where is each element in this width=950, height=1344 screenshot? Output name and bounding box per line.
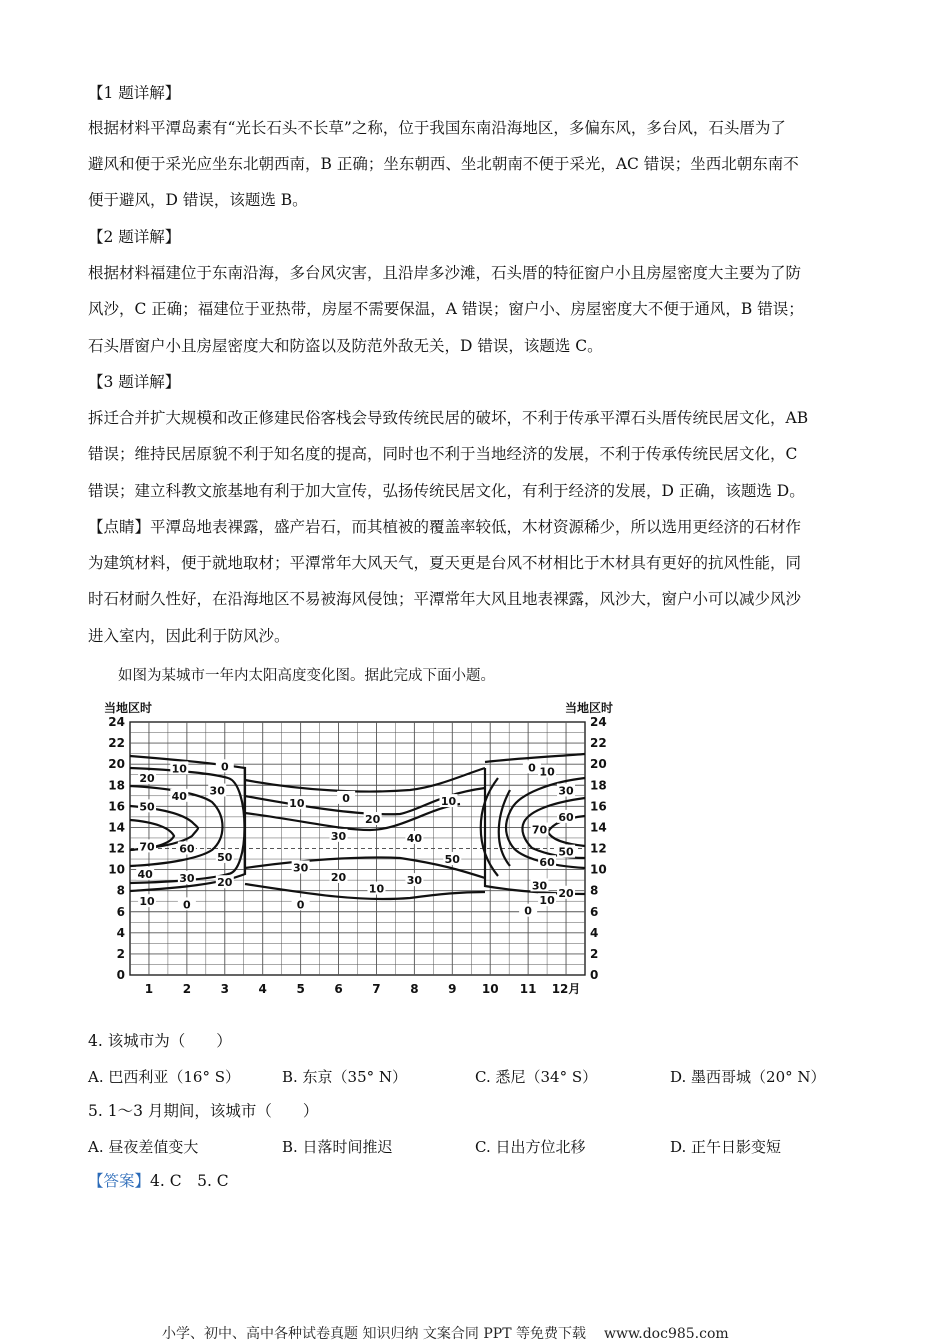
contour-label: 10 (171, 762, 187, 776)
contour-label: 70 (531, 823, 548, 837)
q4-option-b: B. 东京（35° N） (282, 1068, 408, 1086)
contour-label: 0 (524, 904, 532, 918)
x-tick-label: 11 (519, 982, 537, 996)
contour-label: 30 (531, 879, 548, 893)
contour-label: 10 (440, 795, 457, 809)
contour-label: 50 (444, 853, 460, 867)
q3-header: 【3 题详解】 (88, 373, 181, 391)
q5-option-a: A. 昼夜差值变大 (88, 1138, 199, 1156)
contour-label: 20 (330, 870, 347, 884)
contour-label: 60 (179, 842, 195, 856)
answer-line (88, 1170, 229, 1192)
q1-header: 【1 题详解】 (88, 84, 181, 102)
y-tick-label-left: 4 (116, 925, 125, 940)
q4-option-d: D. 墨西哥城（20° N） (670, 1068, 826, 1086)
contour-label: 30 (330, 829, 347, 843)
left-axis-title: 当地区时 (104, 701, 153, 715)
q5-option-b: B. 日落时间推迟 (282, 1138, 393, 1156)
tip-text-line: 时石材耐久性好，在沿海地区不易被海风侵蚀；平潭常年大风且地表裸露，风沙大，窗户小可以减少风沙 (88, 590, 802, 608)
y-tick-label-right: 0 (590, 968, 599, 982)
y-tick-label-left: 14 (108, 820, 125, 835)
x-tick-label: 9 (448, 982, 457, 996)
q3-text-line: 错误；建立科教文旅基地有利于加大宣传，弘扬传统民居文化，有利于经济的发展，D 正确，该题选 D。 (88, 482, 805, 500)
tip-text-line: 进入室内，因此利于防风沙。 (88, 627, 290, 645)
y-tick-label-right: 4 (590, 925, 599, 940)
y-tick-label-right: 2 (590, 946, 599, 961)
contour-label: 0 (528, 761, 536, 775)
x-tick-label: 7 (372, 982, 381, 996)
contour-label: 0 (296, 898, 305, 912)
x-tick-label: 8 (410, 982, 419, 996)
contour-label: 40 (171, 789, 187, 803)
y-tick-label-left: 24 (108, 715, 125, 729)
y-tick-label-right: 24 (590, 715, 607, 729)
x-tick-label: 3 (220, 982, 229, 996)
q2-text-line: 石头厝窗户小且房屋密度大和防盗以及防范外敌无关，D 错误，该题选 C。 (88, 337, 603, 355)
footer-text: 小学、初中、高中各种试卷真题 知识归纳 文案合同 PPT 等免费下载 (162, 1326, 586, 1342)
contour-label: 10 (139, 895, 155, 909)
y-tick-label-left: 20 (108, 757, 125, 772)
figure-caption: 如图为某城市一年内太阳高度变化图。据此完成下面小题。 (118, 668, 495, 684)
contour-line (499, 790, 510, 866)
contour-label: 50 (558, 845, 574, 859)
contour-label: 50 (217, 850, 233, 864)
y-tick-label-left: 8 (116, 883, 125, 898)
y-tick-label-right: 18 (590, 778, 607, 793)
x-tick-label: 10 (481, 982, 499, 996)
y-tick-label-right: 14 (590, 820, 607, 835)
contour-label: 0 (220, 760, 229, 774)
contour-label: 10 (368, 882, 385, 896)
question-4-stem: 4. 该城市为（ ） (88, 1032, 232, 1050)
q1-text-line: 便于避风，D 错误，该题选 B。 (88, 191, 308, 209)
q2-header: 【2 题详解】 (88, 228, 181, 246)
x-tick-label: 4 (258, 982, 267, 996)
q1-text-line: 根据材料平潭岛素有“光长石头不长草”之称，位于我国东南沿海地区，多偏东风，多台风，石头厝为了 (88, 119, 786, 137)
contour-label: 30 (209, 784, 225, 798)
y-tick-label-right: 12 (590, 841, 607, 856)
contour-line (245, 884, 485, 899)
y-tick-label-right: 16 (590, 799, 607, 814)
contour-label: 10 (539, 765, 555, 779)
footer-site-link[interactable]: www.doc985.com (603, 1326, 729, 1342)
right-axis-title: 当地区时 (564, 701, 613, 715)
contour-label: 30 (292, 861, 309, 875)
tip-text-line: 为建筑材料，便于就地取材；平潭常年大风天气，夏天更是台风不材相比于木材具有更好的抗风性能，同 (88, 554, 802, 572)
contour-label: 20 (217, 876, 233, 890)
y-tick-label-right: 22 (590, 736, 607, 751)
contour-label: 30 (558, 784, 574, 798)
q1-text-line: 避风和便于采光应坐东北朝西南，B 正确；坐东朝西、坐北朝南不便于采光，AC 错误；坐西北朝东南不 (88, 155, 799, 173)
y-tick-label-left: 10 (108, 862, 125, 877)
q2-text-line: 风沙，C 正确；福建位于亚热带，房屋不需要保温，A 错误；窗户小、房屋密度大不便于通风，B 错误； (88, 300, 804, 318)
y-tick-label-left: 18 (108, 778, 125, 793)
x-tick-label: 1 (144, 982, 154, 996)
q4-option-a: A. 巴西利亚（16° S） (88, 1068, 241, 1086)
contour-label: 30 (179, 872, 195, 886)
contour-label: 70 (139, 840, 155, 854)
answer-tag: 【答案】 (88, 1172, 151, 1190)
x-tick-label: 12月 (551, 982, 581, 996)
y-tick-label-left: 16 (108, 799, 125, 814)
y-tick-label-right: 20 (590, 757, 607, 772)
solar-altitude-chart (100, 698, 620, 998)
contour-label: 0 (183, 898, 191, 912)
q2-text-line: 根据材料福建位于东南沿海，多台风灾害，且沿岸多沙滩，石头厝的特征窗户小且房屋密度大主要为了防 (88, 264, 802, 282)
y-tick-label-left: 6 (116, 904, 125, 919)
x-tick-label: 5 (296, 982, 305, 996)
contour-label: 50 (139, 800, 155, 814)
q5-option-c: C. 日出方位北移 (475, 1138, 586, 1156)
x-tick-label: 2 (182, 982, 192, 996)
y-tick-label-right: 10 (590, 862, 607, 877)
y-tick-label-left: 22 (108, 736, 125, 751)
contour-label: 20 (139, 771, 155, 785)
contour-label: 20 (365, 812, 381, 826)
contour-label: 30 (406, 874, 423, 888)
question-5-stem: 5. 1～3 月期间，该城市（ ） (88, 1102, 319, 1120)
contour-label: 60 (539, 856, 555, 870)
contour-label: 10 (289, 797, 305, 811)
y-tick-label-right: 8 (590, 883, 599, 898)
tip-text-line: 【点睛】平潭岛地表裸露，盛产岩石，而其植被的覆盖率较低，木材资源稀少，所以选用更经济的石材作 (88, 518, 802, 536)
q3-text-line: 错误；维持民居原貌不利于知名度的提高，同时也不利于当地经济的发展，不利于传承传统民居文化，C (88, 445, 798, 463)
contour-label: 20 (558, 886, 574, 900)
contour-label: 40 (406, 831, 423, 845)
y-tick-label-left: 12 (108, 841, 125, 856)
contour-line (245, 768, 485, 792)
contour-label: 0 (342, 791, 350, 805)
answer-text: 4. C 5. C (150, 1172, 229, 1190)
q5-option-d: D. 正午日影变短 (670, 1138, 782, 1156)
x-tick-label: 6 (334, 982, 343, 996)
q3-text-line: 拆迁合并扩大规模和改正修建民俗客栈会导致传统民居的破坏，不利于传承平潭石头厝传统民居文化，AB (88, 409, 809, 427)
y-tick-label-left: 0 (116, 968, 125, 982)
contour-label: 40 (137, 867, 153, 881)
contour-label: 60 (558, 810, 574, 824)
y-tick-label-right: 6 (590, 904, 599, 919)
q4-option-c: C. 悉尼（34° S） (475, 1068, 598, 1086)
y-tick-label-left: 2 (116, 946, 125, 961)
contour-label: 10 (539, 894, 555, 908)
footer (162, 1323, 729, 1343)
